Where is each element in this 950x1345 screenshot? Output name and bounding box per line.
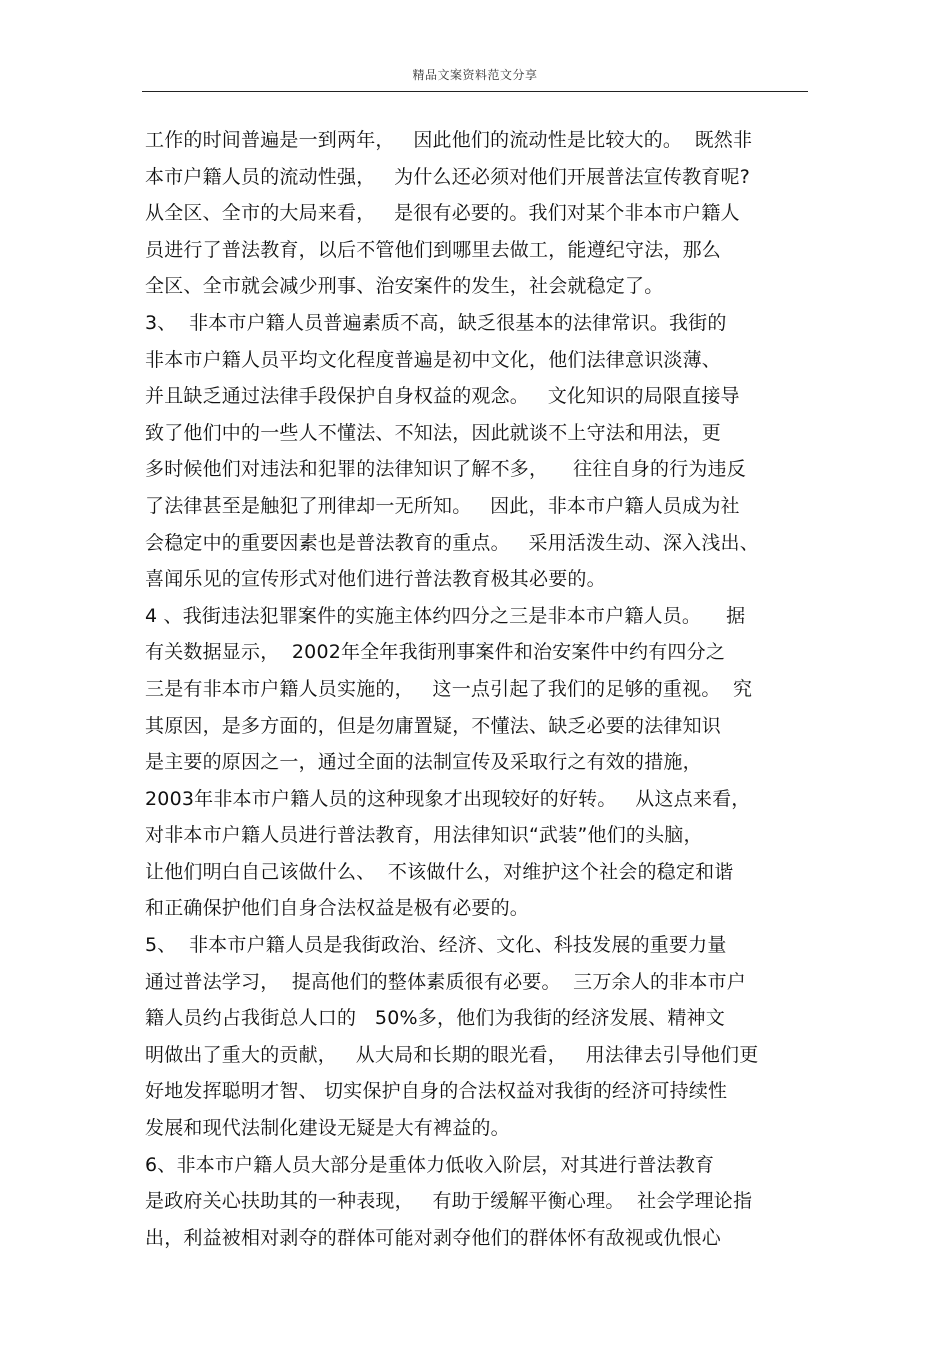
text-line: 非本市户籍人员平均文化程度普遍是初中文化，他们法律意识淡薄、	[145, 348, 722, 371]
text-line: 工作的时间普遍是一到两年， 因此他们的流动性是比较大的。 既然非	[145, 129, 753, 151]
text-line: 了法律甚至是触犯了刑律却一无所知。 因此，非本市户籍人员成为社	[145, 494, 740, 517]
text-line: 和正确保护他们自身合法权益是极有必要的。	[145, 897, 530, 920]
text-line: 4 、我街违法犯罪案件的实施主体约四分之三是非本市户籍人员。 据	[145, 604, 746, 627]
text-line: 是政府关心扶助其的一种表现， 有助于缓解平衡心理。 社会学理论指	[145, 1190, 753, 1213]
text-line: 其原因，是多方面的，但是勿庸置疑，不懂法、缺乏必要的法律知识	[145, 714, 722, 737]
text-line: 员进行了普法教育，以后不管他们到哪里去做工，能遵纪守法，那么	[145, 238, 722, 261]
text-line: 对非本市户籍人员进行普法教育，用法律知识“武装”他们的头脑，	[145, 824, 703, 847]
text-line: 发展和现代法制化建设无疑是大有裨益的。	[145, 1117, 510, 1140]
text-line: 致了他们中的一些人不懂法、不知法，因此就谈不上守法和用法，更	[145, 421, 722, 444]
text-line: 全区、全市就会减少刑事、治安案件的发生，社会就稳定了。	[145, 275, 664, 298]
text-line: 籍人员约占我街总人口的 50%多，他们为我街的经济发展、精神文	[145, 1007, 725, 1030]
text-line: 6、非本市户籍人员大部分是重体力低收入阶层，对其进行普法教育	[145, 1153, 715, 1176]
text-line: 让他们明白自己该做什么、 不该做什么，对维护这个社会的稳定和谐	[145, 860, 734, 883]
text-line: 通过普法学习， 提高他们的整体素质很有必要。 三万余人的非本市户	[145, 970, 746, 993]
text-line: 明做出了重大的贡献， 从大局和长期的眼光看， 用法律去引导他们更	[145, 1043, 759, 1066]
text-line: 多时候他们对违法和犯罪的法律知识了解不多， 往往自身的行为违反	[145, 458, 746, 481]
header-divider	[142, 91, 808, 92]
body-text	[145, 122, 810, 1256]
text-line: 从全区、全市的大局来看， 是很有必要的。我们对某个非本市户籍人	[145, 202, 740, 225]
text-line: 好地发挥聪明才智、 切实保护自身的合法权益对我街的经济可持续性	[145, 1080, 728, 1103]
text-line: 会稳定中的重要因素也是普法教育的重点。 采用活泼生动、深入浅出、	[145, 531, 759, 554]
text-line: 5、 非本市户籍人员是我街政治、经济、文化、科技发展的重要力量	[145, 934, 727, 957]
text-line: 出，利益被相对剥夺的群体可能对剥夺他们的群体怀有敌视或仇恨心	[145, 1226, 722, 1249]
text-line: 2003年非本市户籍人员的这种现象才出现较好的好转。 从这点来看，	[145, 787, 751, 810]
text-line: 喜闻乐见的宣传形式对他们进行普法教育极其必要的。	[145, 568, 606, 591]
text-line: 本市户籍人员的流动性强， 为什么还必须对他们开展普法宣传教育呢?	[145, 165, 751, 188]
text-line: 有关数据显示， 2002年全年我街刑事案件和治安案件中约有四分之	[145, 641, 726, 664]
text-line: 并且缺乏通过法律手段保护自身权益的观念。 文化知识的局限直接导	[145, 385, 740, 408]
text-line: 三是有非本市户籍人员实施的， 这一点引起了我们的足够的重视。 究	[145, 677, 753, 700]
text-line: 是主要的原因之一，通过全面的法制宣传及采取行之有效的措施，	[145, 751, 702, 774]
page-header: 精品文案资料范文分享	[412, 68, 538, 82]
text-line: 3、 非本市户籍人员普遍素质不高，缺乏很基本的法律常识。我街的	[145, 311, 727, 334]
